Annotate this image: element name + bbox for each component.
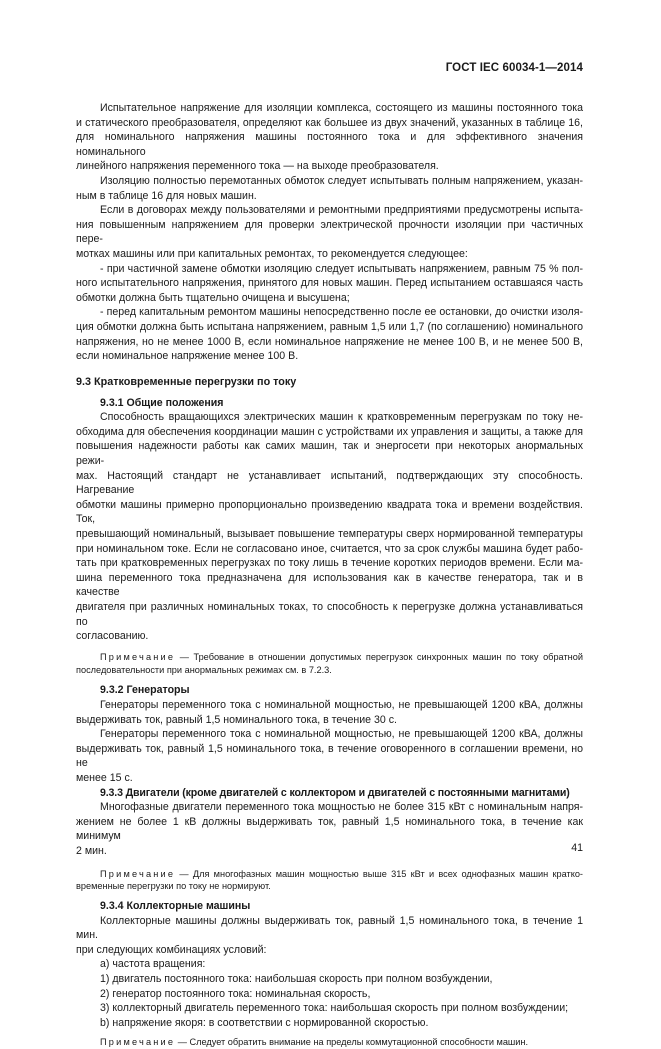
note-line: временные перегрузки по току не нормируют.: [76, 881, 271, 892]
text-line: линейного напряжения переменного тока — на выходе преобразователя.: [76, 160, 439, 173]
list-item: 1) двигатель постоянного тока: наибольшая скорость при полном возбуждении,: [100, 973, 493, 986]
text-line: согласованию.: [76, 630, 149, 643]
text-line: если номинальное напряжение менее 100 В.: [76, 350, 299, 363]
paragraph-generators-2: [76, 727, 583, 785]
subsection-heading-9-3-3: 9.3.3 Двигатели (кроме двигателей с коллектором и двигателей с постоянными магнитами): [100, 786, 570, 799]
note-line: [76, 868, 583, 881]
text-line: повышения надежности работы как самих машин, так и энергосети при некоторых анормальных режи-: [76, 440, 583, 468]
text-line: 2 мин.: [76, 844, 107, 857]
paragraph-motors: [76, 800, 583, 858]
note-line: [76, 651, 583, 664]
text-line: Многофазные двигатели переменного тока мощностью не более 315 кВт с номинальным напря-: [100, 801, 583, 814]
text-line: для номинального напряжения машины постоянного тока и для эффективного значения номинального: [76, 131, 583, 158]
text-line: Испытательное напряжение для изоляции комплекса, состоящего из машины постоянного тока: [100, 102, 583, 114]
text-line: обходима для обеспечения координации машин с устройствами их управления и защиты, а также для: [76, 425, 583, 438]
paragraph-repair-contracts: [76, 203, 583, 261]
text-line: Если в договорах между пользователями и ремонтными предприятиями предусмотрены испыта-: [100, 204, 583, 217]
text-line: тать при кратковременных перегрузках по току лишь в течение коротких периодов времени. Если ма-: [76, 557, 583, 570]
paragraph-test-voltage: [76, 101, 583, 174]
text-line: Изоляцию полностью перемотанных обмоток следует испытывать полным напряжением, указан-: [100, 174, 583, 187]
list-item: 3) коллекторный двигатель переменного тока: наибольшая скорость при полном возбуждении;: [100, 1002, 569, 1015]
note-commutation: [76, 1036, 583, 1049]
note-multiphase-machines: [76, 868, 583, 894]
text-line: Коллекторные машины должны выдерживать ток, равный 1,5 номинального тока, в течение 1 мин.: [76, 914, 583, 942]
note-negative-sequence: [76, 651, 583, 677]
text-line: выдерживать ток, равный 1,5 номинального тока, в течение оговоренного в соглашении времени, но не: [76, 742, 583, 770]
text-line: - перед капитальным ремонтом машины непосредственно после ее остановки, до очистки изоля-: [100, 306, 583, 319]
note-text: — Требование в отношении допустимых перегрузок синхронных машин по току обратной: [175, 651, 583, 662]
page-number: 41: [571, 842, 583, 854]
text-line: напряжения, но не менее 1000 В, если номинальное напряжение не менее 100 В, и не менее 500 В,: [76, 335, 583, 348]
note-label: Примечание: [100, 1037, 176, 1048]
text-line: мотках машины или при капитальных ремонтах, то рекомендуется следующее:: [76, 247, 468, 260]
subsection-heading-9-3-1: 9.3.1 Общие положения: [100, 396, 224, 409]
text-line: при следующих комбинациях условий:: [76, 943, 267, 956]
document-header: ГОСТ IEC 60034-1—2014: [445, 62, 583, 74]
text-line: менее 15 с.: [76, 771, 133, 784]
note-text: — Следует обратить внимание на пределы коммутационной способности машин.: [175, 1037, 529, 1048]
note-line: последовательности при анормальных режимах см. в 7.2.3.: [76, 664, 332, 675]
section-heading-9-3: 9.3 Кратковременные перегрузки по току: [76, 375, 297, 388]
list-item: 2) генератор постоянного тока: номинальная скорость,: [100, 987, 371, 1000]
text-line: выдерживать ток, равный 1,5 номинального тока, в течение 30 с.: [76, 713, 397, 726]
note-line: [76, 1036, 583, 1049]
text-line: ного испытательного напряжения, принятого для новых машин. Перед испытанием оставшаяся часть: [76, 277, 583, 290]
note-label: Примечание: [100, 651, 176, 662]
text-line: двигателя при различных номинальных токах, то способность к перегрузке должна устанавливаться по: [76, 601, 583, 628]
text-line: обмотки машины примерно пропорционально произведению квадрата тока и времени воздействия. Ток,: [76, 498, 583, 526]
text-line: обмотки должна быть тщательно очищена и высушена;: [76, 291, 350, 304]
paragraph-generators-1: [76, 698, 583, 727]
text-line: - при частичной замене обмотки изоляцию следует испытывать напряжением, равным 75 % пол-: [100, 262, 583, 275]
paragraph-rewound-windings: [76, 174, 583, 203]
text-line: Генераторы переменного тока с номинальной мощностью, не превышающей 1200 кВА, должны: [100, 728, 583, 741]
text-line: жением не более 1 кВ должны выдерживать ток, равный 1,5 номинального тока, в течение как минимум: [76, 815, 583, 843]
text-line: и статического преобразователя, определяют как большее из двух значений, указанных в таблице 16,: [76, 116, 583, 129]
list-item: а) частота вращения:: [100, 958, 206, 971]
note-label: Примечание: [100, 868, 176, 879]
paragraph-partial-replacement: [76, 262, 583, 306]
subsection-heading-9-3-2: 9.3.2 Генераторы: [100, 684, 190, 697]
text-line: шина переменного тока предназначена для использования как в качестве генератора, так и в качестве: [76, 571, 583, 599]
text-line: мах. Настоящий стандарт не устанавливает испытаний, подтверждающих эту способность. Нагревание: [76, 469, 583, 497]
text-line: ным в таблице 16 для новых машин.: [76, 189, 257, 202]
list-item: b) напряжение якоря: в соответствии с нормированной скоростью.: [100, 1016, 429, 1029]
subsection-heading-9-3-4: 9.3.4 Коллекторные машины: [100, 900, 251, 913]
text-line: при номинальном токе. Если не согласовано иное, считается, что за срок службы машина будет рабо-: [76, 542, 583, 555]
text-line: Генераторы переменного тока с номинальной мощностью, не превышающей 1200 кВА, должны: [100, 698, 583, 711]
text-line: ция обмотки должна быть испытана напряжением, равным 1,5 или 1,7 (по соглашению) номинального: [76, 320, 583, 333]
text-line: ния повышенным напряжением для проверки электрической прочности изоляции при частичных пере-: [76, 218, 583, 246]
paragraph-general: [76, 410, 583, 644]
text-line: превышающий номинальный, вызывает повышение температуры сверх нормированной температуры: [76, 528, 583, 541]
text-line: Способность вращающихся электрических машин к кратковременным перегрузкам по току не-: [100, 411, 583, 424]
note-text: — Для многофазных машин мощностью выше 315 кВт и всех однофазных машин кратко-: [175, 868, 583, 879]
paragraph-overhaul: [76, 305, 583, 363]
page-content: [76, 101, 583, 1049]
